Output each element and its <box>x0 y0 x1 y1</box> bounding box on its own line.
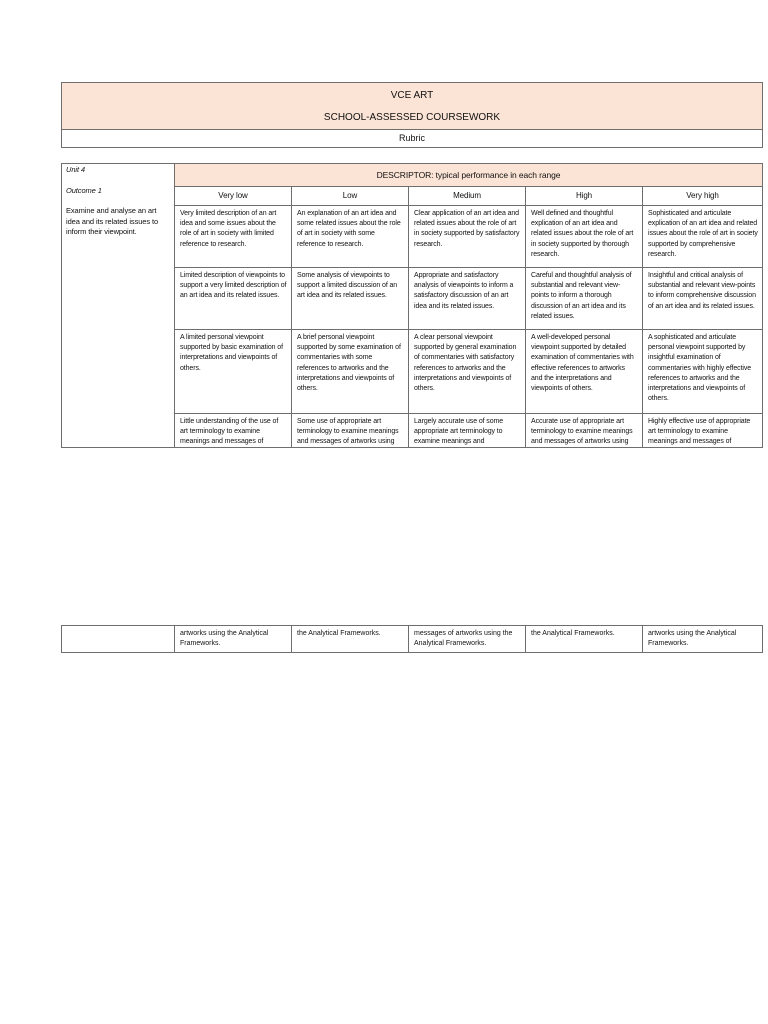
level-very-low: Very low <box>175 187 292 206</box>
criterion-cell: An explanation of an art idea and some related issues about the role of art in society with some reference to research. <box>292 206 409 268</box>
criterion-cell: Well defined and thoughtful explication of an art idea and related issues about the role of art in society supported by thorough research. <box>526 206 643 268</box>
descriptor-heading: DESCRIPTOR: typical performance in each range <box>175 164 763 187</box>
criterion-cell: Some analysis of viewpoints to support a limited discussion of an art idea and its related issues. <box>292 268 409 330</box>
level-very-high: Very high <box>643 187 763 206</box>
header-title-cell <box>62 83 763 130</box>
level-medium: Medium <box>409 187 526 206</box>
outcome-label: Outcome 1 <box>66 185 102 195</box>
criterion-cell: A brief personal viewpoint supported by some examination of commentaries with some references to artworks and the interpretations and viewpoints of others. <box>292 330 409 414</box>
continuation-cell: artworks using the Analytical Frameworks. <box>175 626 292 653</box>
criterion-cell: Very limited description of an art idea and some issues about the role of art in society with limited reference to research. <box>175 206 292 268</box>
document-header <box>61 82 763 148</box>
outcome-cell <box>62 164 175 448</box>
empty-outcome-cell <box>62 626 175 653</box>
rubric-label: Rubric <box>62 130 763 148</box>
criterion-cell: A clear personal viewpoint supported by general examination of commentaries with satisfactory references to artworks and the interpretations and viewpoints of others. <box>409 330 526 414</box>
outcome-description: Examine and analyse an art idea and its related issues to inform their viewpoint. <box>66 206 159 236</box>
criterion-cell: Insightful and critical analysis of substantial and relevant view-points to inform comprehensive discussion of an art idea and its related issues. <box>643 268 763 330</box>
criterion-cell: Careful and thoughtful analysis of substantial and relevant view-points to inform a thorough discussion of an art idea and its related issues. <box>526 268 643 330</box>
criterion-cell: Some use of appropriate art terminology to examine meanings and messages of artworks using <box>292 414 409 448</box>
level-low: Low <box>292 187 409 206</box>
criterion-cell: A limited personal viewpoint supported by basic examination of interpretations and viewpoints of others. <box>175 330 292 414</box>
criterion-cell: Little understanding of the use of art terminology to examine meanings and messages of <box>175 414 292 448</box>
criterion-cell: A sophisticated and articulate personal viewpoint supported by insightful examination of commentaries with highly effective references to artworks and the interpretations and viewpoints of others. <box>643 330 763 414</box>
continuation-row <box>62 626 763 653</box>
level-high: High <box>526 187 643 206</box>
criterion-cell: Appropriate and satisfactory analysis of viewpoints to inform a satisfactory discussion of an art idea and its related issues. <box>409 268 526 330</box>
continuation-cell: artworks using the Analytical Frameworks. <box>643 626 763 653</box>
criterion-cell: Largely accurate use of some appropriate art terminology to examine meanings and <box>409 414 526 448</box>
document-subtitle: SCHOOL-ASSESSED COURSEWORK <box>323 112 501 123</box>
criterion-cell: Clear application of an art idea and related issues about the role of art in society supported by satisfactory research. <box>409 206 526 268</box>
criterion-cell: Limited description of viewpoints to support a very limited description of an art idea and its related issues. <box>175 268 292 330</box>
unit-label: Unit 4 <box>66 165 85 174</box>
criterion-cell: A well-developed personal viewpoint supported by detailed examination of commentaries with effective references to artworks and the interpretations and viewpoints of others. <box>526 330 643 414</box>
criterion-cell: Highly effective use of appropriate art terminology to examine meanings and messages of <box>643 414 763 448</box>
criterion-cell: Sophisticated and articulate explication of an art idea and related issues about the role of art in society supported by comprehensive research. <box>643 206 763 268</box>
continuation-cell: messages of artworks using the Analytical Frameworks. <box>409 626 526 653</box>
rubric-table <box>61 163 763 448</box>
document-title: VCE ART <box>390 90 434 101</box>
continuation-cell: the Analytical Frameworks. <box>526 626 643 653</box>
criterion-cell: Accurate use of appropriate art terminology to examine meanings and messages of artworks using <box>526 414 643 448</box>
rubric-continuation <box>61 625 763 653</box>
continuation-cell: the Analytical Frameworks. <box>292 626 409 653</box>
